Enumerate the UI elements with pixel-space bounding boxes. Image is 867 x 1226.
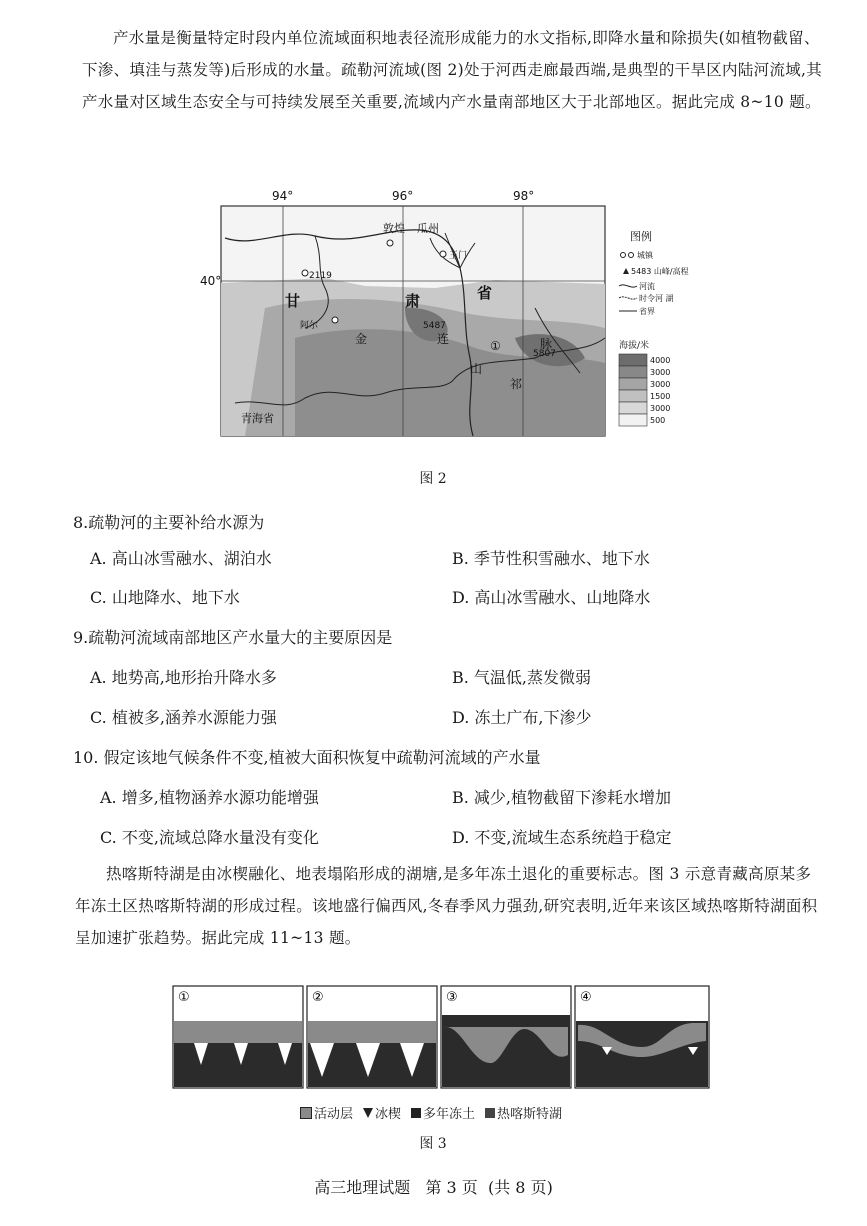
question-8-option-c[interactable]: C. 山地降水、地下水 (90, 588, 240, 607)
legend-swatch-permafrost (411, 1108, 421, 1118)
elev-label: 5807 (533, 349, 556, 359)
lon-label: 98° (513, 189, 535, 203)
figure-3-legend (300, 1103, 562, 1122)
question-9-stem: 9.疏勒河流域南部地区产水量大的主要原因是 (73, 628, 393, 647)
svg-text:1500: 1500 (650, 392, 671, 401)
place-label: 敦煌 (383, 222, 405, 235)
question-9-option-a[interactable]: A. 地势高,地形抬升降水多 (90, 668, 277, 687)
figure-3-panel-4 (575, 986, 709, 1088)
question-9-option-d[interactable]: D. 冻土广布,下渗少 (452, 708, 592, 727)
legend-item: 省界 (639, 307, 655, 316)
legend-swatch-thermokarst (485, 1108, 495, 1118)
figure-2-caption: 图 2 (419, 471, 447, 487)
legend-item: 5483 山峰/高程 (631, 267, 689, 276)
svg-text:3000: 3000 (650, 380, 671, 389)
question-10-option-a[interactable]: A. 增多,植物涵养水源功能增强 (100, 788, 319, 807)
place-label: 瓜州 (417, 222, 439, 235)
panel-number: ② (312, 990, 324, 1005)
intro-paragraph-1: 产水量是衡量特定时段内单位流域面积地表径流形成能力的水文指标,即降水量和除损失(如植物截留、下渗、填洼与蒸发等)后形成的水量。疏勒河流域(图 2)处于河西走廊最西端,是典型的干旱区内陆河流域,其产水量对区域生态安全与可持续发展至关重要,流域内产水量南部地区大于北部地区。据此完成 8~10 题。 (82, 29, 823, 111)
figure-3-caption: 图 3 (419, 1136, 447, 1152)
question-8-option-a[interactable]: A. 高山冰雪融水、湖泊水 (90, 549, 272, 568)
svg-text:3000: 3000 (650, 368, 671, 377)
map-svg (200, 188, 689, 443)
lat-label: 40° (200, 274, 222, 288)
province-label: 肃 (405, 292, 421, 310)
place-label: 连 (437, 332, 450, 346)
question-8-option-d[interactable]: D. 高山冰雪融水、山地降水 (452, 588, 651, 607)
town-marker (387, 240, 393, 246)
figure-3-panel-3 (441, 986, 571, 1088)
place-label: 青海省 (241, 412, 274, 425)
question-8-option-b[interactable]: B. 季节性积雪融水、地下水 (452, 549, 650, 568)
place-label: 山 (470, 362, 483, 376)
svg-text:500: 500 (650, 416, 666, 425)
legend-elev-title: 海拔/米 (619, 341, 650, 351)
panel-number: ① (178, 990, 190, 1005)
town-marker (440, 251, 446, 257)
question-10-option-c[interactable]: C. 不变,流域总降水量没有变化 (100, 828, 319, 847)
elev-label: 5487 (423, 321, 446, 331)
question-9-option-c[interactable]: C. 植被多,涵养水源能力强 (90, 708, 277, 727)
number-label: ① (490, 339, 501, 353)
place-label: 阿尔 (300, 321, 319, 331)
intro-paragraph-2: 热喀斯特湖是由冰楔融化、地表塌陷形成的湖塘,是多年冻土退化的重要标志。图 3 示意青藏高原某多年冻土区热喀斯特湖的形成过程。该地盛行偏西风,冬春季风力强劲,研究表明,近年来该区域热喀斯特湖面积呈加速扩张趋势。据此完成 11~13 题。 (75, 865, 818, 947)
svg-text:4000: 4000 (650, 356, 671, 365)
lon-label: 94° (272, 189, 294, 203)
svg-text:3000: 3000 (650, 404, 671, 413)
panel-number: ③ (446, 990, 458, 1005)
figure-3 (172, 985, 712, 1090)
figure-3-panel-1 (173, 986, 303, 1088)
question-10-option-b[interactable]: B. 减少,植物截留下渗耗水增加 (452, 788, 672, 807)
legend-label: 活动层 (314, 1107, 354, 1122)
legend-label: 热喀斯特湖 (497, 1107, 563, 1122)
figure-3-svg (172, 985, 712, 1090)
legend-item: 时令河 湖 (639, 294, 674, 303)
legend-item: 城镇 (637, 251, 653, 260)
place-label: 玉门 (449, 251, 468, 261)
question-8-stem: 8.疏勒河的主要补给水源为 (73, 513, 265, 532)
place-label: 脉 (540, 337, 553, 351)
question-9-option-b[interactable]: B. 气温低,蒸发微弱 (452, 668, 592, 687)
town-marker (302, 270, 308, 276)
lon-label: 96° (392, 189, 414, 203)
figure-2-map (200, 188, 689, 443)
legend-item: 河流 (639, 282, 655, 291)
panel-number: ④ (580, 990, 592, 1005)
province-label: 省 (477, 284, 493, 302)
elev-label: 2119 (309, 271, 332, 281)
province-label: 甘 (285, 292, 301, 310)
legend-label: 冰楔 (375, 1107, 402, 1122)
question-10-option-d[interactable]: D. 不变,流域生态系统趋于稳定 (452, 828, 672, 847)
legend-label: 多年冻土 (423, 1107, 476, 1122)
place-label: 金 (355, 332, 368, 346)
page-footer: 高三地理试题 第 3 页 (共 8 页) (314, 1178, 553, 1197)
question-10-stem: 10. 假定该地气候条件不变,植被大面积恢复中疏勒河流域的产水量 (73, 748, 541, 767)
figure-3-panel-2 (307, 986, 437, 1088)
place-label: 祁 (510, 377, 523, 391)
map-legend (619, 229, 689, 426)
town-marker (332, 317, 338, 323)
legend-title: 图例 (630, 230, 652, 243)
legend-swatch-ice-wedge (363, 1108, 373, 1118)
legend-swatch-active-layer (300, 1107, 312, 1119)
